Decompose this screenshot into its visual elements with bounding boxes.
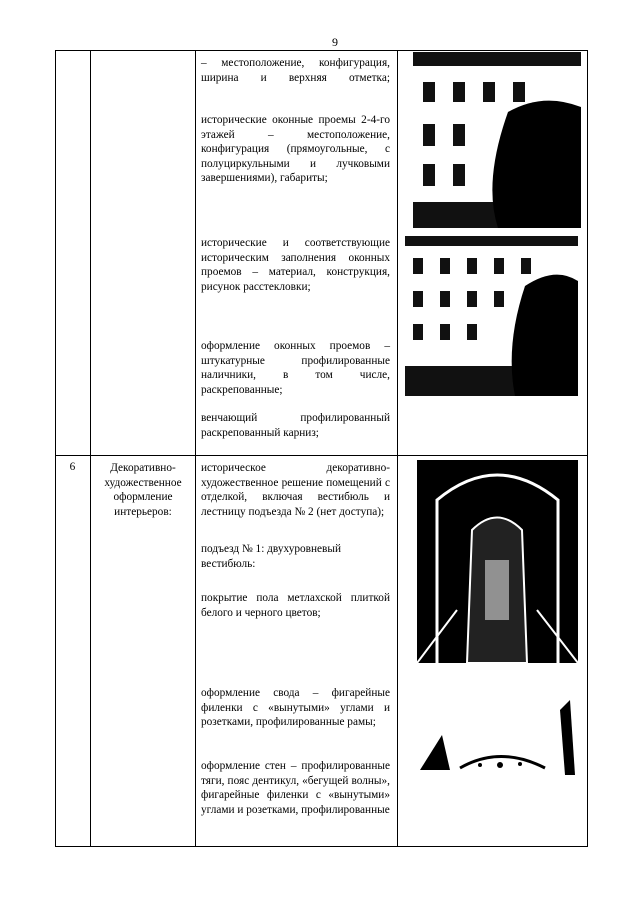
col-border [587, 50, 588, 847]
facade-photo-2 [405, 236, 578, 396]
col-border [195, 50, 196, 847]
element-name: Декоративно-художественное оформление интерьеров: [104, 462, 182, 518]
row2-paragraph-2: подъезд № 1: двухуровневый вестибюль: [201, 543, 342, 570]
row-number: 6 [69, 461, 76, 473]
row2-paragraph-3: покрытие пола метлахской плиткой белого и черного цветов; [201, 592, 390, 619]
row1-paragraph-4: оформление оконных проемов – штукатурные профилированные наличники, в том числе, раскрепованные; [201, 340, 390, 396]
vestibule-photo [417, 460, 578, 663]
table-border-bottom [55, 846, 588, 847]
row2-paragraph-4: оформление свода – фигарейные филенки с «вынутыми» углами и розетками, профилированные рамы; [201, 687, 390, 729]
row-divider [55, 455, 588, 456]
page-number: 9 [332, 35, 338, 49]
vault-photo [420, 690, 580, 780]
facade-photo-1 [413, 52, 581, 228]
col-border [90, 50, 91, 847]
table-border-top [55, 50, 588, 51]
row1-paragraph-3: исторические и соответствующие историческим заполнения оконных проемов – материал, конструкция, рисунок расстекловки; [201, 237, 390, 293]
col-border [55, 50, 56, 847]
row1-paragraph-1: – местоположение, конфигурация, ширина и верхняя отметка; [201, 57, 390, 84]
row1-paragraph-2: исторические оконные проемы 2-4-го этажей – местоположение, конфигурация (прямоугольные, с полуциркульными и лучковыми завершениями), габариты; [201, 114, 390, 185]
row1-paragraph-5: венчающий профилированный раскрепованный карниз; [201, 412, 390, 439]
row2-paragraph-5: оформление стен – профилированные тяги, пояс дентикул, «бегущей волны», фигарейные филенки с «вынутыми» углами и розетками, профилированные [201, 760, 390, 816]
col-border [397, 50, 398, 847]
row2-paragraph-1: историческое декоративно-художественное решение помещений с отделкой, включая вестибюль и лестницу подъезда № 2 (нет доступа); [201, 462, 390, 518]
